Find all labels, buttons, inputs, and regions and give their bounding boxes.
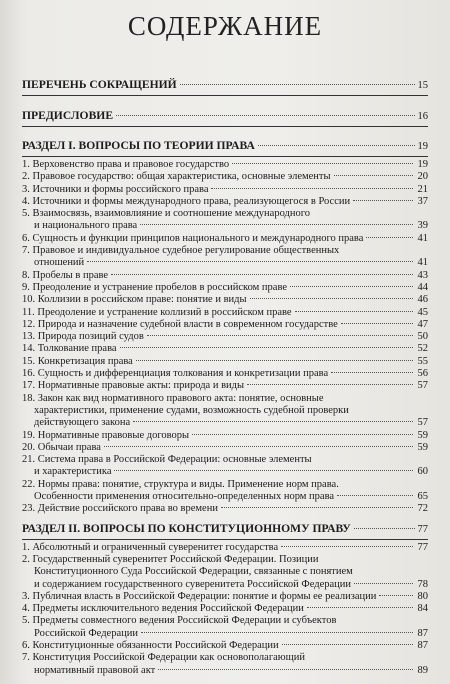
leader-dots — [354, 583, 412, 584]
leader-dots — [331, 372, 412, 373]
leader-dots — [87, 261, 412, 262]
toc-entry[interactable] — [22, 454, 428, 479]
toc-entry[interactable] — [22, 159, 428, 171]
toc-entry[interactable] — [22, 307, 428, 319]
toc-heading-label: ПРЕДИСЛОВИЕ — [22, 109, 114, 122]
divider — [22, 539, 428, 540]
page-number: 65 — [417, 491, 428, 503]
toc-entry-text: Особенности применения относительно-определенных норм права — [34, 491, 335, 503]
toc-entry-text: 13. Природа позиций судов — [22, 331, 144, 343]
leader-dots — [379, 595, 412, 596]
toc-entry-text: 23. Действие российского права во времени — [22, 503, 218, 515]
leader-dots — [120, 347, 413, 348]
page-number: 56 — [417, 368, 428, 380]
page-title: СОДЕРЖАНИЕ — [127, 11, 323, 41]
toc-entry[interactable] — [22, 442, 428, 454]
leader-dots — [104, 446, 413, 447]
toc-entry-text: 6. Сущность и функции принципов национального и международного права — [22, 232, 364, 244]
toc-entry[interactable] — [22, 554, 428, 591]
toc-section-1 — [22, 139, 428, 522]
leader-dots — [114, 470, 412, 471]
toc-entry[interactable] — [22, 208, 428, 233]
toc-entry-list — [22, 542, 428, 677]
leader-dots — [366, 237, 412, 238]
toc-entry-text: 2. Правовое государство: общая характеристика, основные элементы — [22, 171, 331, 183]
page-number: 15 — [417, 80, 428, 91]
toc-entry[interactable] — [22, 233, 428, 245]
toc-entry[interactable] — [22, 319, 428, 331]
toc-entry-text: и содержанием государственного суверенитета Российской Федерации — [34, 578, 352, 590]
toc-entry[interactable] — [22, 640, 428, 652]
leader-dots — [307, 607, 413, 608]
divider — [22, 156, 428, 157]
leader-dots — [116, 115, 414, 116]
toc-heading-preface[interactable] — [22, 109, 428, 124]
toc-entry-text: 5. Предметы совместного ведения Российской Федерации и субъектов — [22, 615, 337, 627]
leader-dots — [221, 507, 413, 508]
toc-entry-text: Российской Федерации — [34, 627, 138, 639]
toc-entry-text: и национального права — [34, 220, 138, 232]
page-number: 59 — [417, 441, 428, 453]
toc-entry[interactable] — [22, 368, 428, 380]
toc-entry-text: 6. Конституционные обязанности Российской Федерации — [22, 639, 279, 651]
toc-entry-text: действующего закона — [34, 417, 131, 429]
page-number: 43 — [417, 269, 428, 281]
leader-dots — [354, 528, 415, 529]
page-number: 21 — [417, 183, 428, 195]
page-number: 59 — [417, 429, 428, 441]
leader-dots — [141, 632, 413, 633]
toc-entry[interactable] — [22, 615, 428, 640]
leader-dots — [353, 200, 412, 201]
page-number: 57 — [417, 417, 428, 429]
toc-sections — [22, 139, 428, 677]
toc-entry-text: 1. Абсолютный и ограниченный суверенитет государства — [22, 541, 279, 553]
page-number: 44 — [417, 281, 428, 293]
page-number: 89 — [417, 664, 428, 676]
toc-entry-text: 11. Преодоление и устранение коллизий в российском праве — [22, 306, 292, 318]
page-number: 47 — [417, 318, 428, 330]
page-number: 77 — [417, 523, 428, 535]
page-number: 57 — [417, 380, 428, 392]
toc-entry-text: 3. Публичная власть в Российской Федерации: понятие и формы ее реализации — [22, 590, 377, 602]
page-number: 41 — [417, 257, 428, 269]
toc-section-heading[interactable] — [22, 522, 428, 537]
toc-entry-text: характеристики, применение судами, возможность судебной проверки — [34, 404, 349, 416]
page-number: 87 — [417, 639, 428, 651]
leader-dots — [111, 274, 412, 275]
toc-entry-text: 19. Нормативные правовые договоры — [22, 429, 190, 441]
toc-entry[interactable] — [22, 282, 428, 294]
toc-heading-label: ПЕРЕЧЕНЬ СОКРАЩЕНИЙ — [22, 78, 177, 91]
page-number: 39 — [417, 220, 428, 232]
toc-entry[interactable] — [22, 479, 428, 504]
toc-entry-list — [22, 159, 428, 516]
toc-entry[interactable] — [22, 184, 428, 196]
toc-entry-text: 2. Государственный суверенитет Российской Федерации. Позиции — [22, 553, 319, 565]
toc-entry-text: и характеристика — [34, 466, 112, 478]
leader-dots — [337, 495, 412, 496]
toc-entry-text: 9. Преодоление и устранение пробелов в российском праве — [22, 281, 287, 293]
toc-heading-abbreviations[interactable] — [22, 78, 428, 93]
toc-entry[interactable] — [22, 356, 428, 368]
leader-dots — [232, 163, 412, 164]
divider — [22, 95, 428, 96]
toc-entry-text: 12. Природа и назначение судебной власти в современном государстве — [22, 318, 338, 330]
toc-entry-text: отношений — [34, 257, 85, 269]
toc-entry[interactable] — [22, 542, 428, 554]
leader-dots — [334, 175, 413, 176]
leader-dots — [136, 360, 413, 361]
toc-entry[interactable] — [22, 331, 428, 343]
toc-entry-text: 7. Конституция Российской Федерации как основополагающий — [22, 652, 305, 664]
leader-dots — [133, 421, 412, 422]
toc-entry-text: 20. Обычаи права — [22, 441, 101, 453]
toc-entry-text: 8. Пробелы в праве — [22, 269, 109, 281]
page-number: 45 — [417, 306, 428, 318]
page-number: 20 — [417, 171, 428, 183]
toc-entry[interactable] — [22, 343, 428, 355]
leader-dots — [158, 669, 412, 670]
leader-dots — [295, 311, 413, 312]
toc-entry-text: 14. Толкование права — [22, 343, 117, 355]
toc-entry-text: 5. Взаимосвязь, взаимовлияние и соотношение международного — [22, 208, 311, 220]
toc-entry[interactable] — [22, 270, 428, 282]
toc-section-2 — [22, 522, 428, 677]
page-number: 19 — [417, 141, 428, 152]
toc-section-label: РАЗДЕЛ II. ВОПРОСЫ ПО КОНСТИТУЦИОННОМУ ПРАВУ — [22, 521, 351, 535]
toc-entry-text: 3. Источники и формы российского права — [22, 183, 209, 195]
page-number: 37 — [417, 195, 428, 207]
leader-dots — [211, 188, 412, 189]
toc-entry[interactable] — [22, 591, 428, 603]
page-number: 80 — [417, 590, 428, 602]
leader-dots — [247, 384, 412, 385]
toc-entry-text: 4. Предметы исключительного ведения Российской Федерации — [22, 603, 304, 615]
toc-entry[interactable] — [22, 430, 428, 442]
leader-dots — [290, 286, 413, 287]
page-number: 84 — [417, 603, 428, 615]
page-number: 52 — [417, 343, 428, 355]
toc-entry[interactable] — [22, 196, 428, 208]
page-number: 77 — [417, 541, 428, 553]
toc-entry[interactable] — [22, 245, 428, 270]
toc-entry-text: 15. Конкретизация права — [22, 355, 133, 367]
leader-dots — [341, 323, 413, 324]
page-number: 87 — [417, 627, 428, 639]
toc-entry-text: 4. Источники и формы международного права, реализующегося в России — [22, 195, 351, 207]
leader-dots — [147, 335, 413, 336]
toc-entry-text: 7. Правовое и индивидуальное судебное регулирование общественных — [22, 245, 340, 257]
leader-dots — [250, 298, 413, 299]
leader-dots — [192, 434, 412, 435]
toc-section-heading[interactable] — [22, 139, 428, 154]
leader-dots — [281, 546, 412, 547]
toc-entry-text: 18. Закон как вид нормативного правового акта: понятие, основные — [22, 392, 324, 404]
toc-entry[interactable] — [22, 393, 428, 430]
leader-dots — [180, 84, 415, 85]
toc-entry[interactable] — [22, 603, 428, 615]
toc-entry[interactable] — [22, 652, 428, 677]
leader-dots — [258, 145, 415, 146]
page-number: 16 — [417, 111, 428, 122]
page-number: 50 — [417, 331, 428, 343]
front-matter — [22, 78, 428, 139]
page-number: 78 — [417, 578, 428, 590]
toc-entry-text: Конституционного Суда Российской Федерации, связанные с понятием — [34, 566, 353, 578]
divider — [22, 126, 428, 127]
toc-entry-text: 10. Коллизии в российском праве: понятие и виды — [22, 294, 247, 306]
page-number: 72 — [417, 503, 428, 515]
toc-entry-text: 17. Нормативные правовые акты: природа и виды — [22, 380, 245, 392]
leader-dots — [282, 644, 413, 645]
toc-entry[interactable] — [22, 294, 428, 306]
page-number: 19 — [417, 159, 428, 170]
page-number: 41 — [417, 232, 428, 244]
toc-entry[interactable] — [22, 380, 428, 392]
page-number: 60 — [417, 466, 428, 478]
page-number: 46 — [417, 294, 428, 306]
leader-dots — [140, 224, 412, 225]
page-number: 55 — [417, 355, 428, 367]
toc-section-label: РАЗДЕЛ I. ВОПРОСЫ ПО ТЕОРИИ ПРАВА — [22, 139, 255, 152]
toc-entry[interactable] — [22, 503, 428, 515]
toc-entry[interactable] — [22, 171, 428, 183]
toc-entry-text: 22. Нормы права: понятие, структура и виды. Применение норм права. — [22, 478, 339, 490]
toc-entry-text: нормативный правовой акт — [34, 664, 156, 676]
toc-entry-text: 1. Верховенство права и правовое государство — [22, 159, 230, 170]
toc-entry-text: 21. Система права в Российской Федерации: основные элементы — [22, 454, 312, 466]
toc-entry-text: 16. Сущность и дифференциация толкования и конкретизации права — [22, 368, 329, 380]
